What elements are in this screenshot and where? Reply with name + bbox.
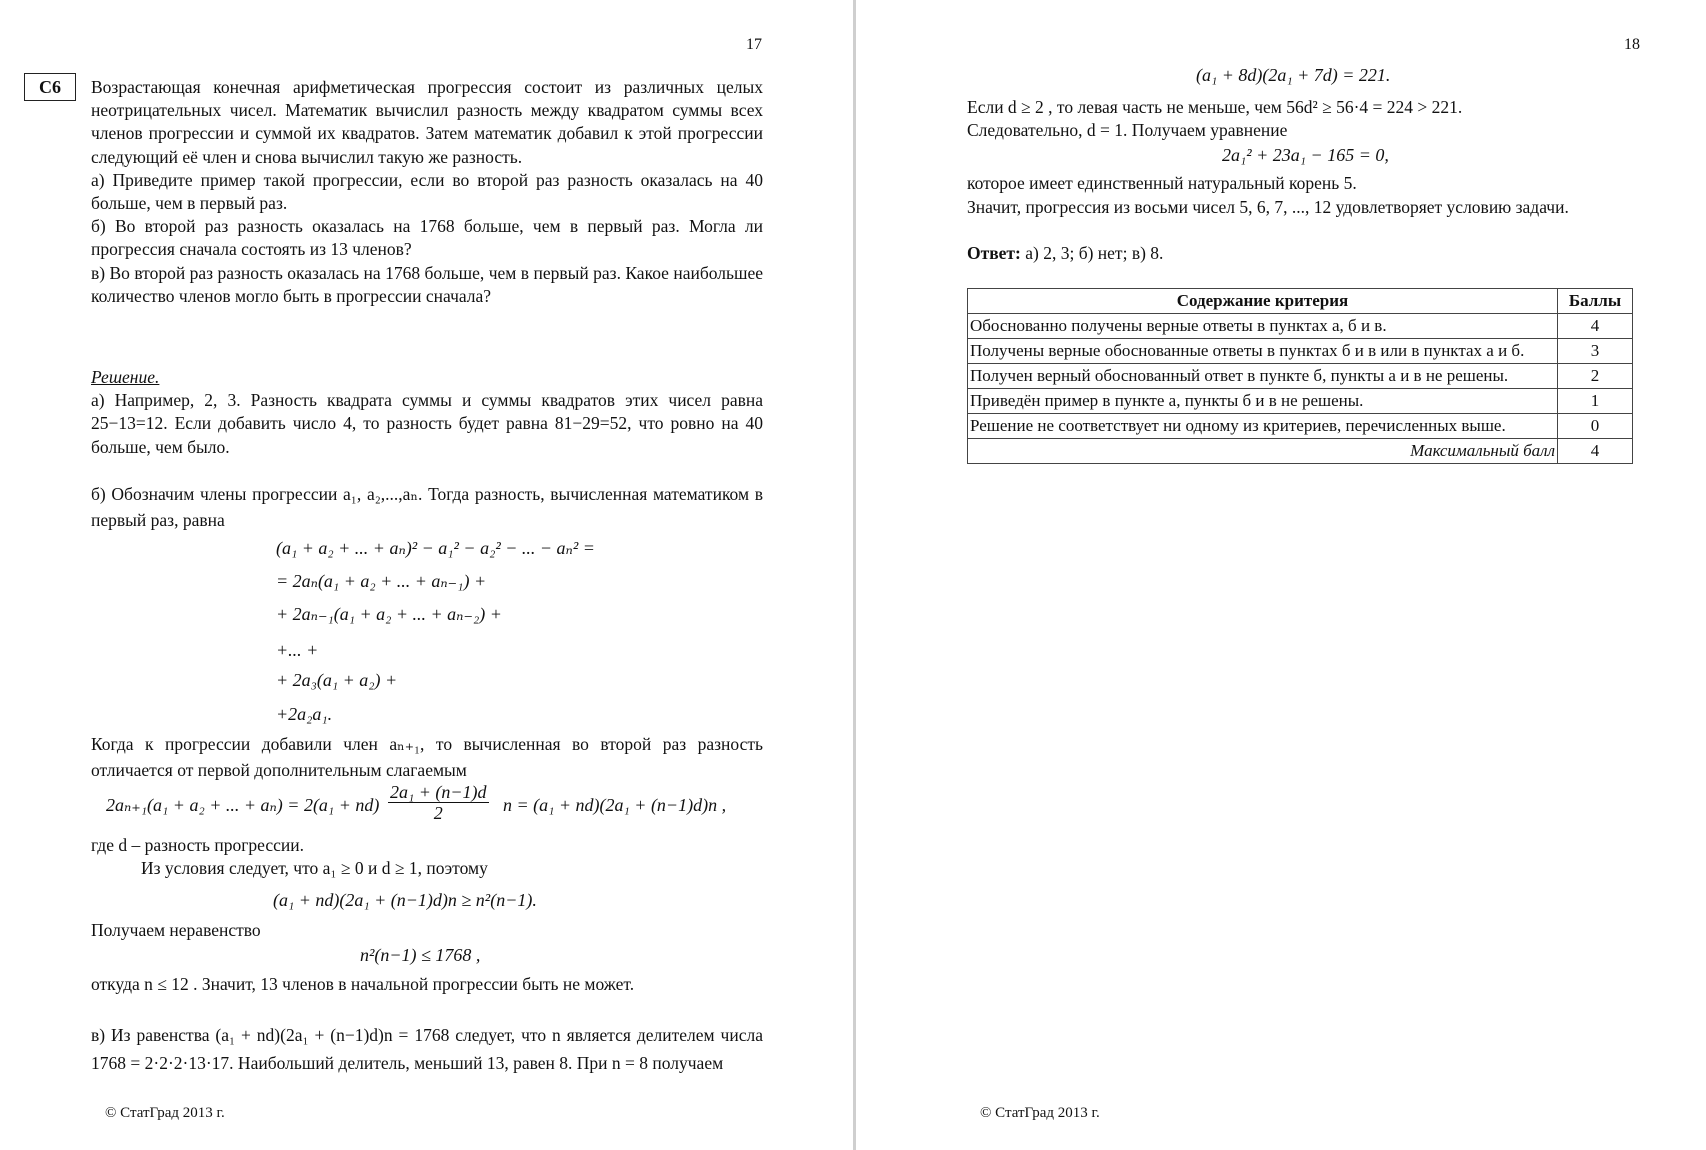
expansion-line-2: = 2aₙ(a₁ + a₂ + ... + aₙ₋₁) + xyxy=(276,571,487,591)
if-d-text: Если d ≥ 2 , то левая часть не меньше, чем 56d² ≥ 56·4 = 224 > 221. xyxy=(967,97,1463,117)
points-cell: 1 xyxy=(1558,389,1633,414)
answer-line xyxy=(967,242,1639,265)
solution-a xyxy=(91,366,763,459)
table-row xyxy=(968,389,1633,414)
condition-a: а) Приведите пример такой прогрессии, если во второй раз разность оказалась на 40 больше, чем в первый раз. xyxy=(91,169,763,214)
get-inequality: Получаем неравенство xyxy=(91,920,261,940)
conclusion-b: откуда n ≤ 12 . Значит, 13 членов в начальной прогрессии быть не может. xyxy=(91,974,635,994)
answer-label: Ответ: xyxy=(967,243,1021,263)
copyright: © СтатГрад 2013 г. xyxy=(980,1105,1100,1121)
part-v-text: в) Из равенства (a₁ + nd)(2a₁ + (n−1)d)n = 1768 следует, что n является делителем числа 1768 = 2·2·2·13·17. Наибольший делитель, меньший 13, равен 8. При n = 8 получаем xyxy=(91,1025,763,1073)
inequality-2: n²(n−1) ≤ 1768 , xyxy=(360,945,481,965)
points-cell: 4 xyxy=(1558,314,1633,339)
solution-heading: Решение. xyxy=(91,367,160,387)
points-cell: 2 xyxy=(1558,364,1633,389)
quadratic-equation: 2a₁² + 23a₁ − 165 = 0, xyxy=(1222,145,1389,165)
criteria-table xyxy=(967,288,1633,464)
fraction-denominator: 2 xyxy=(433,803,443,823)
expansion-line-1: (a₁ + a₂ + ... + aₙ)² − a₁² − a₂² − ... − aₙ² = xyxy=(276,538,595,558)
criterion-cell: Обоснованно получены верные ответы в пунктах а, б и в. xyxy=(968,314,1558,339)
max-score-label: Максимальный балл xyxy=(968,439,1558,464)
table-header-row xyxy=(968,289,1633,314)
table-row xyxy=(968,314,1633,339)
condition-b: б) Во второй раз разность оказалась на 1768 больше, чем в первый раз. Могла ли прогрессия сначала состоять из 13 членов? xyxy=(91,216,763,260)
criterion-cell: Решение не соответствует ни одному из критериев, перечисленных выше. xyxy=(968,414,1558,439)
expansion-line-4: +... + xyxy=(276,640,319,660)
copyright: © СтатГрад 2013 г. xyxy=(105,1105,225,1121)
big-formula-fraction xyxy=(388,782,489,823)
criterion-cell: Приведён пример в пункте а, пункты б и в не решены. xyxy=(968,389,1558,414)
points-cell: 3 xyxy=(1558,339,1633,364)
table-row xyxy=(968,364,1633,389)
header-points: Баллы xyxy=(1558,289,1633,314)
equation-top: (a₁ + 8d)(2a₁ + 7d) = 221. xyxy=(1196,65,1391,85)
criterion-cell: Получены верные обоснованные ответы в пунктах б и в или в пунктах а и б. xyxy=(968,339,1558,364)
big-formula-left: 2aₙ₊₁(a₁ + a₂ + ... + aₙ) = 2(a₁ + nd) xyxy=(106,795,380,815)
header-criterion: Содержание критерия xyxy=(968,289,1558,314)
table-row xyxy=(968,339,1633,364)
expansion-line-5: + 2a₃(a₁ + a₂) + xyxy=(276,670,398,690)
big-formula-right: n = (a₁ + nd)(2a₁ + (n−1)d)n , xyxy=(503,795,727,815)
table-row xyxy=(968,414,1633,439)
page-number: 17 xyxy=(746,36,762,53)
expansion-line-6: +2a₂a₁. xyxy=(276,704,333,724)
condition-text: Возрастающая конечная арифметическая прогрессия состоит из различных целых неотрицательных чисел. Математик вычислил разность между квадратом суммы всех членов прогрессии и суммой их квадратов. Затем математик добавил к этой прогрессии следующий её член и снова вычислил такую же разность. xyxy=(91,77,763,167)
max-score-value: 4 xyxy=(1558,439,1633,464)
points-cell: 0 xyxy=(1558,414,1633,439)
part-b-intro: б) Обозначим члены прогрессии a₁, a₂,...,aₙ. Тогда разность, вычисленная математиком в первый раз, равна xyxy=(91,484,763,530)
table-max-row xyxy=(968,439,1633,464)
added-member-text: Когда к прогрессии добавили член aₙ₊₁, то вычисленная во второй раз разность отличается от первой дополнительным слагаемым xyxy=(91,734,763,780)
fraction-numerator: 2a₁ + (n−1)d xyxy=(390,782,487,802)
expansion-line-3: + 2aₙ₋₁(a₁ + a₂ + ... + aₙ₋₂) + xyxy=(276,604,502,624)
condition-follows: Из условия следует, что a₁ ≥ 0 и d ≥ 1, поэтому xyxy=(141,858,488,878)
part-a-text: а) Например, 2, 3. Разность квадрата суммы и суммы квадратов этих чисел равна 25−13=12. Если добавить число 4, то разность будет равна 81−29=52, что ровно на 40 больше, чем было. xyxy=(91,390,763,457)
where-d: где d – разность прогрессии. xyxy=(91,835,304,855)
task-label: С6 xyxy=(24,73,76,101)
condition-v: в) Во второй раз разность оказалась на 1768 больше, чем в первый раз. Какое наибольшее количество членов могло быть в прогрессии сначала? xyxy=(91,262,763,306)
right-page xyxy=(856,0,1706,1150)
therefore-text: Следовательно, d = 1. Получаем уравнение xyxy=(967,120,1288,140)
answer-text: а) 2, 3; б) нет; в) 8. xyxy=(1020,243,1164,263)
inequality-1: (a₁ + nd)(2a₁ + (n−1)d)n ≥ n²(n−1). xyxy=(273,890,537,910)
progression-note: Значит, прогрессия из восьми чисел 5, 6, 7, ..., 12 удовлетворяет условию задачи. xyxy=(967,197,1569,217)
unique-root-text: которое имеет единственный натуральный корень 5. xyxy=(967,173,1357,193)
page-number: 18 xyxy=(1624,36,1640,53)
task-condition xyxy=(91,76,763,308)
criterion-cell: Получен верный обоснованный ответ в пункте б, пункты а и в не решены. xyxy=(968,364,1558,389)
